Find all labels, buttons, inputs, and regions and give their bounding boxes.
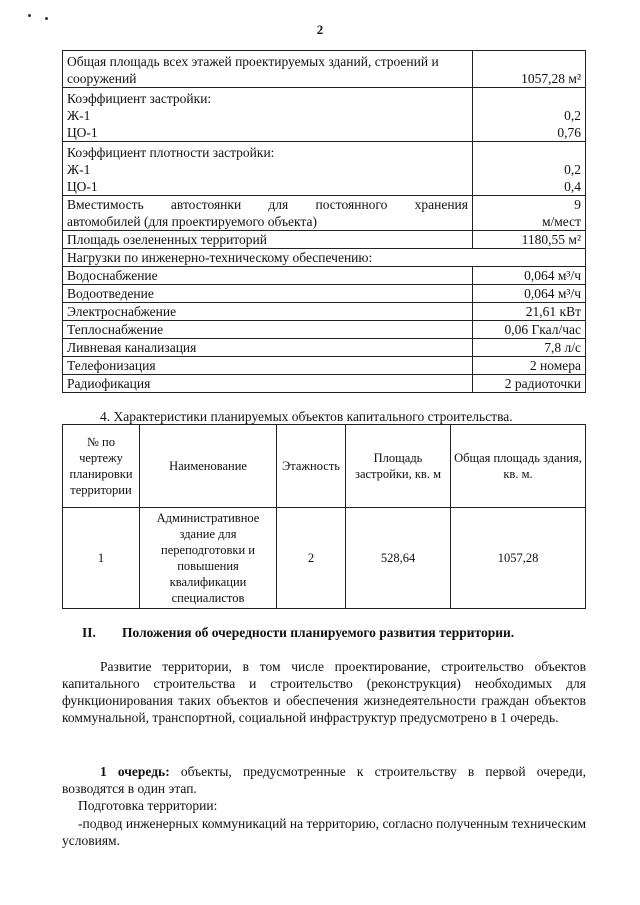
table-row [63,508,586,609]
column-header: Наименование [140,425,277,508]
prep-title: Подготовка территории: [78,798,218,813]
table-cell: Административное здание для переподготовки и повышения квалификации специалистов [140,508,277,609]
scan-dot [45,17,48,20]
row-value: 0,064 м³/ч [473,285,586,303]
table-row [63,267,586,285]
table-cell: 1 [63,508,140,609]
row-value: 0,06 Гкал/час [473,321,586,339]
section-2-heading [62,625,586,641]
table-row [63,51,586,88]
row-label: Ливневая канализация [63,339,473,357]
row-value: 2 номера [473,357,586,375]
scan-dot [28,14,31,17]
row-label-sub: ЦО-1 [67,179,98,194]
section-title: Положения об очередности планируемого развития территории. [122,625,515,640]
row-label: Телефонизация [63,357,473,375]
column-header: Площадь застройки, кв. м [346,425,451,508]
row-value [473,142,586,196]
row-label [63,196,473,231]
table-row [63,231,586,249]
row-label: Электроснабжение [63,303,473,321]
table-cell: 528,64 [346,508,451,609]
table-row [63,88,586,142]
row-label: Теплоснабжение [63,321,473,339]
row-value-sub: 0,76 [557,125,581,140]
table-row [63,285,586,303]
row-value: 1057,28 м² [473,51,586,88]
row-value: 21,61 кВт [473,303,586,321]
column-header: № по чертежу планировки территории [63,425,140,508]
table-header-row [63,425,586,508]
section-4-title: 4. Характеристики планируемых объектов капитального строительства. [100,409,513,424]
table-row [63,357,586,375]
row-label-sub: Ж-1 [67,162,91,177]
row-value-sub: 0,2 [564,162,581,177]
paragraph: Развитие территории, в том числе проектирование, строительство объектов капитального строительства и строительство (реконструкция) необходимых для функционирования таких объектов и обеспечения жизнедеятельности граждан объектов коммунальной, транспортной, социальной инфраструктур предусмотрено в 1 очередь. [62,659,586,725]
row-label: Водоотведение [63,285,473,303]
row-label-line: Вместимость автостоянки для постоянного хранения [67,197,468,212]
row-label: Радиофикация [63,375,473,393]
stage-paragraph [62,763,586,797]
row-label: Площадь озелененных территорий [63,231,473,249]
page-number: 2 [316,22,324,37]
stage-label: 1 очередь: [100,764,170,779]
row-label: Нагрузки по инженерно-техническому обеспечению: [63,249,586,267]
objects-table [62,424,586,609]
table-row [63,303,586,321]
row-value: 1180,55 м² [473,231,586,249]
row-value: 0,064 м³/ч [473,267,586,285]
table-cell: 1057,28 [451,508,586,609]
row-label-sub: Ж-1 [67,108,91,123]
table-row [63,375,586,393]
column-header: Общая площадь здания, кв. м. [451,425,586,508]
table-row [63,196,586,231]
row-value: 2 радиоточки [473,375,586,393]
indicators-table [62,50,586,393]
stage-text: объекты, предусмотренные к строительству в первой очереди, возводятся в один этап. [62,764,586,796]
row-label: Общая площадь всех этажей проектируемых зданий, строений и сооружений [63,51,473,88]
column-header: Этажность [277,425,346,508]
row-label-sub: ЦО-1 [67,125,98,140]
row-label-line: автомобилей (для проектируемого объекта) [67,214,317,229]
row-value [473,88,586,142]
row-value-sub: 0,2 [564,108,581,123]
row-value-line: м/мест [541,214,581,229]
row-label [63,142,473,196]
row-value-sub: 0,4 [564,179,581,194]
row-label [63,88,473,142]
row-label-heading: Коэффициент застройки: [67,91,212,106]
table-row [63,321,586,339]
table-row [63,249,586,267]
table-cell: 2 [277,508,346,609]
prep-item: -подвод инженерных коммуникаций на территорию, согласно полученным техническим условиям. [62,816,586,848]
table-row [63,142,586,196]
row-value-line: 9 [574,197,581,212]
section-number: II. [82,625,96,640]
row-label-heading: Коэффициент плотности застройки: [67,145,275,160]
row-value: 7,8 л/с [473,339,586,357]
row-value [473,196,586,231]
row-label: Водоснабжение [63,267,473,285]
table-row [63,339,586,357]
